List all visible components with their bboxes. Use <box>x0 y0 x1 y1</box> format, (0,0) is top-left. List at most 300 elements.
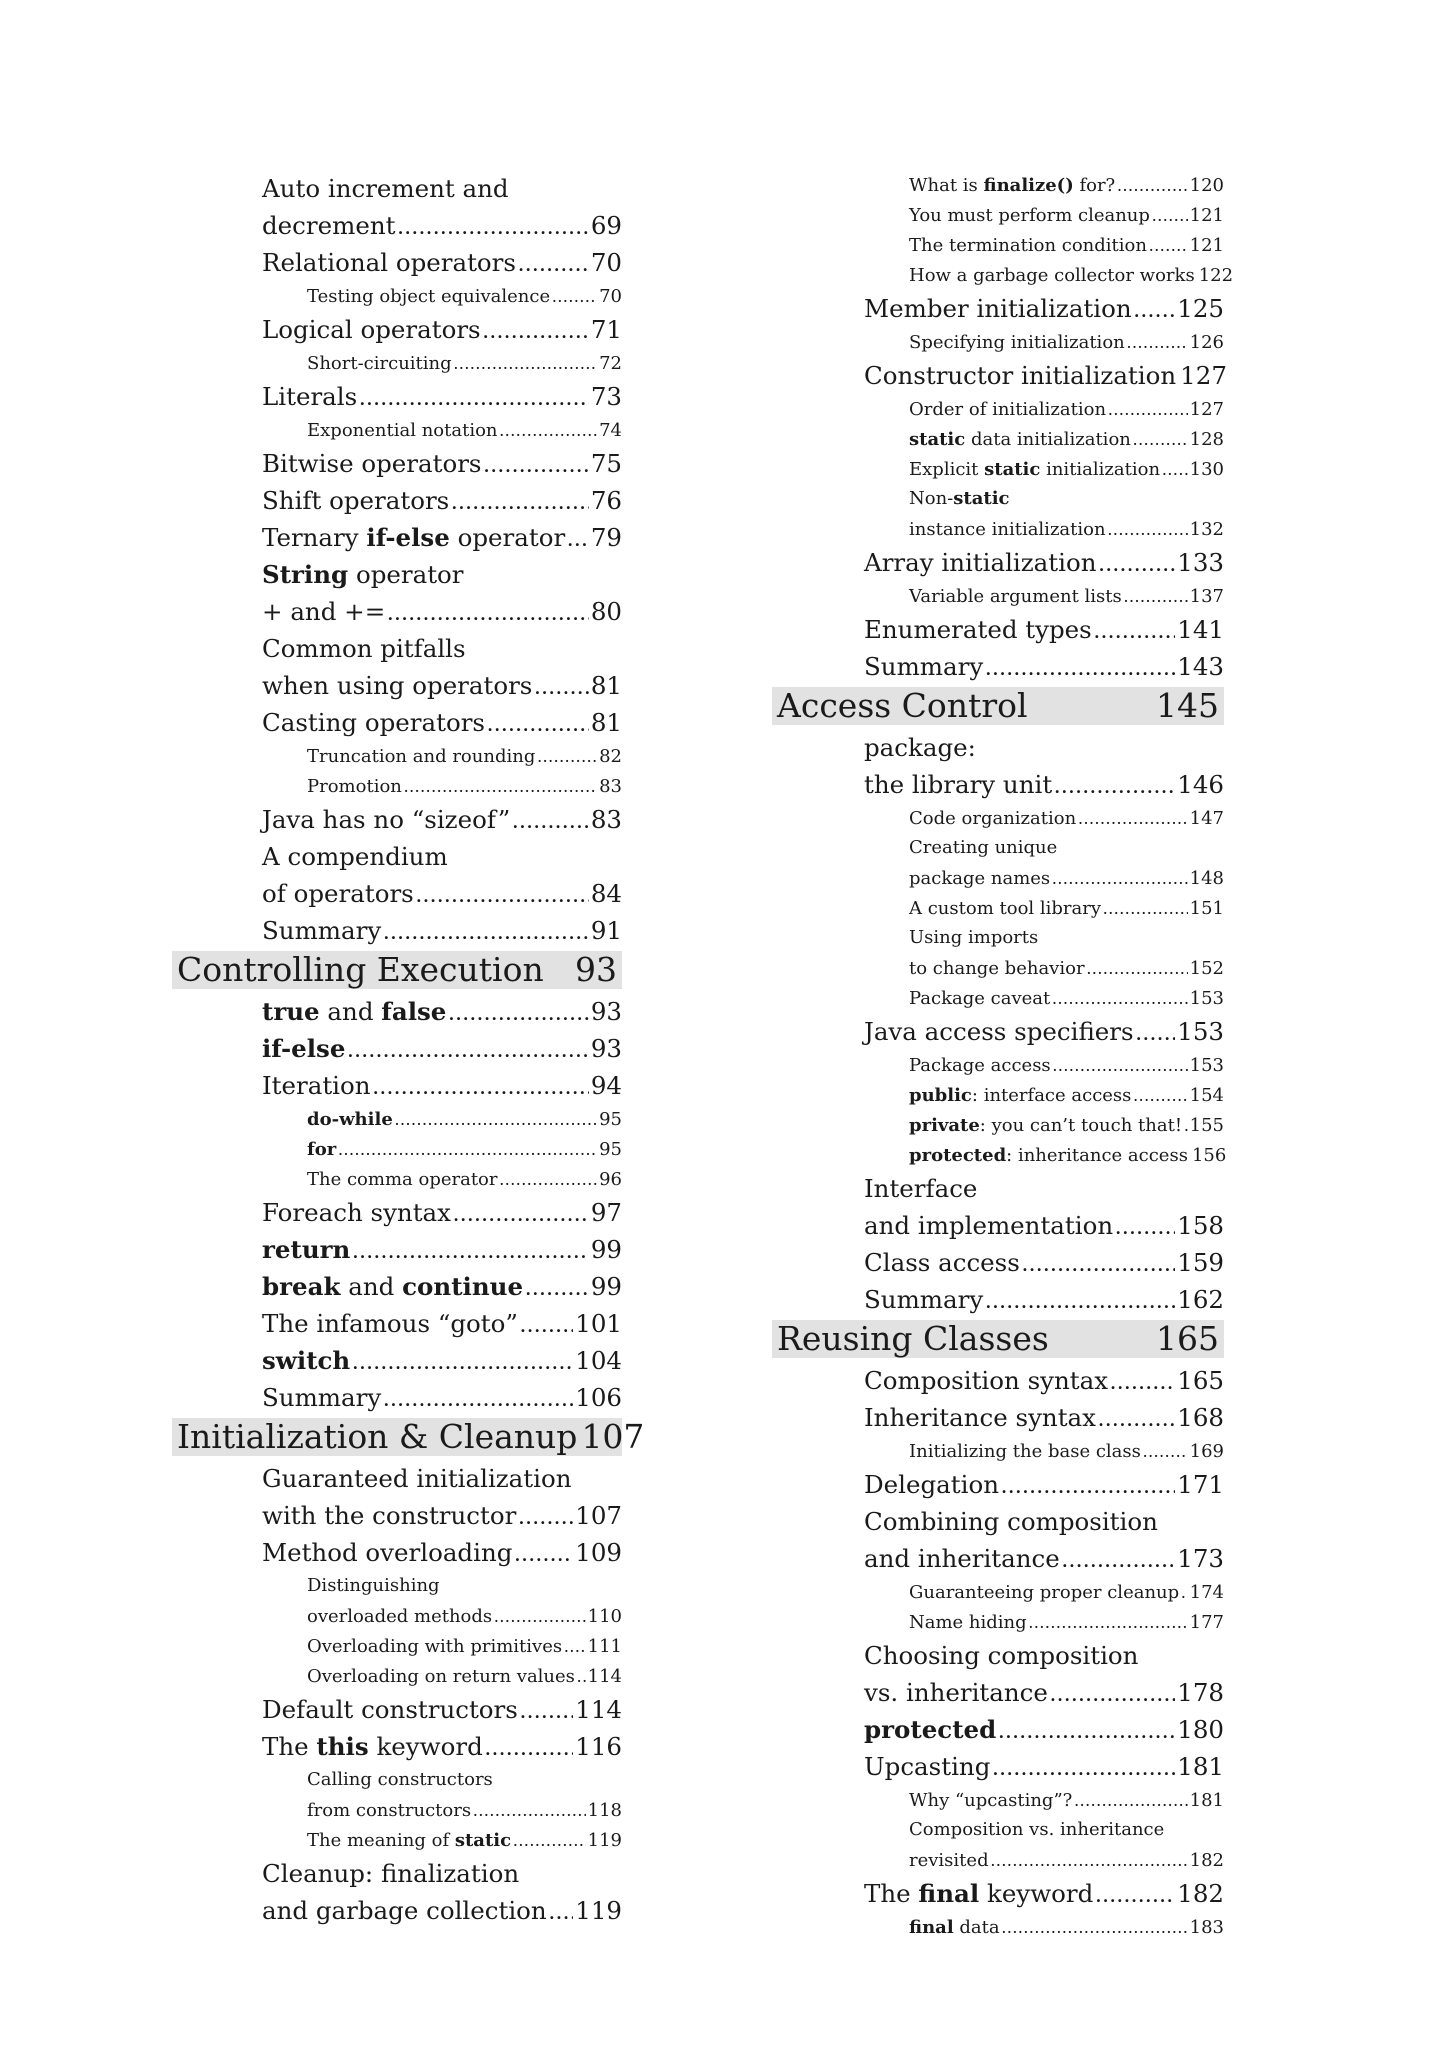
toc-entry[interactable] <box>172 1497 622 1534</box>
dot-leader <box>549 1893 574 1930</box>
toc-page-number: 72 <box>599 353 622 374</box>
toc-page-number: 145 <box>1156 686 1219 725</box>
toc-entry-title: Upcasting <box>864 1752 991 1781</box>
toc-page-number: 137 <box>1189 586 1224 607</box>
dot-leader <box>387 594 589 631</box>
toc-entry[interactable] <box>172 482 622 519</box>
toc-entry-title: Initializing the base class <box>909 1441 1141 1462</box>
toc-page-number: 183 <box>1189 1917 1224 1938</box>
toc-entry[interactable] <box>172 556 622 593</box>
toc-entry[interactable] <box>772 923 1224 953</box>
toc-entry[interactable] <box>172 311 622 348</box>
toc-page-number: 126 <box>1189 332 1224 353</box>
toc-entry-title: Initialization & Cleanup <box>177 1417 578 1456</box>
toc-entry[interactable] <box>172 1194 622 1231</box>
toc-page-number: 95 <box>599 1139 622 1160</box>
toc-entry[interactable] <box>172 1601 622 1631</box>
toc-entry[interactable] <box>772 983 1224 1013</box>
toc-entry[interactable] <box>772 1207 1224 1244</box>
dot-leader <box>1108 394 1188 424</box>
toc-entry[interactable] <box>772 484 1224 514</box>
toc-entry-title: to change behavior <box>909 958 1085 979</box>
dot-leader <box>500 415 598 445</box>
toc-entry-title: Package caveat <box>909 988 1051 1009</box>
dot-leader <box>1074 1785 1187 1815</box>
dot-leader <box>1002 1912 1188 1942</box>
toc-entry[interactable] <box>172 519 622 556</box>
toc-entry-title: Shift operators <box>262 486 450 515</box>
toc-entry[interactable] <box>772 424 1224 454</box>
toc-entry[interactable] <box>772 766 1224 803</box>
toc-page-number: 133 <box>1177 548 1224 577</box>
toc-entry-title: Logical operators <box>262 315 481 344</box>
toc-entry[interactable] <box>172 704 622 741</box>
toc-entry-title: Class access <box>864 1248 1020 1277</box>
toc-entry[interactable] <box>172 667 622 704</box>
toc-entry[interactable] <box>172 1164 622 1194</box>
toc-entry-title: revisited <box>909 1850 989 1871</box>
toc-page-number: 174 <box>1189 1582 1224 1603</box>
toc-page-number: 118 <box>587 1800 622 1821</box>
toc-entry-title: The infamous “goto” <box>262 1309 518 1338</box>
dot-leader <box>1022 1245 1175 1282</box>
toc-page-number: 154 <box>1189 1085 1224 1106</box>
toc-page-number: 165 <box>1156 1319 1219 1358</box>
toc-page-number: 114 <box>575 1695 622 1724</box>
toc-entry-title: Relational operators <box>262 248 516 277</box>
toc-page-number: 69 <box>590 211 622 240</box>
dot-leader <box>448 994 588 1031</box>
toc-entry-title: switch <box>262 1346 351 1375</box>
toc-page-number: 73 <box>590 382 622 411</box>
toc-entry-title: Choosing composition <box>864 1641 1139 1670</box>
toc-entry-title: Why “upcasting”? <box>909 1790 1073 1811</box>
dot-leader <box>383 1380 573 1417</box>
toc-entry[interactable] <box>172 993 622 1030</box>
toc-entry[interactable] <box>772 833 1224 863</box>
toc-page-number: 181 <box>1189 1790 1224 1811</box>
toc-page-number: 127 <box>1189 399 1224 420</box>
toc-entry[interactable] <box>172 1691 622 1728</box>
toc-entry[interactable] <box>172 1795 622 1825</box>
toc-entry[interactable] <box>172 1067 622 1104</box>
toc-entry-title: Specifying initialization <box>909 332 1125 353</box>
dot-leader <box>1029 1607 1188 1637</box>
toc-entry-title: Combining composition <box>864 1507 1158 1536</box>
toc-entry[interactable] <box>772 1748 1224 1785</box>
toc-entry[interactable] <box>772 581 1224 611</box>
dot-leader <box>416 876 589 913</box>
toc-entry-title: String operator <box>262 560 464 589</box>
toc-page-number: 169 <box>1189 1441 1224 1462</box>
toc-page-number: 121 <box>1189 235 1224 256</box>
toc-entry-title: Bitwise operators <box>262 449 482 478</box>
dot-leader <box>1053 1050 1188 1080</box>
toc-entry[interactable] <box>772 1110 1224 1140</box>
toc-entry-title: A custom tool library <box>909 898 1102 919</box>
toc-entry-title: Explicit static initialization <box>909 459 1161 480</box>
toc-entry-title: Enumerated types <box>864 615 1092 644</box>
toc-entry[interactable] <box>172 348 622 378</box>
toc-page-number: 122 <box>1198 265 1234 286</box>
toc-entry-title: What is finalize() for? <box>909 175 1116 196</box>
toc-page-number: 111 <box>587 1636 622 1657</box>
toc-page-number: 128 <box>1189 429 1224 450</box>
dot-leader <box>1087 953 1188 983</box>
toc-page-number: 180 <box>1177 1715 1224 1744</box>
toc-page-number: 153 <box>1189 988 1224 1009</box>
dot-leader <box>1110 1363 1175 1400</box>
toc-entry[interactable] <box>172 415 622 445</box>
toc-entry[interactable] <box>172 445 622 482</box>
toc-entry-title: A compendium <box>262 842 448 871</box>
dot-leader <box>1050 1675 1175 1712</box>
toc-entry[interactable] <box>772 514 1224 544</box>
dot-leader <box>985 649 1175 686</box>
toc-entry[interactable] <box>772 1170 1224 1207</box>
toc-entry[interactable] <box>772 200 1224 230</box>
toc-entry[interactable] <box>172 1268 622 1305</box>
toc-entry-title: Default constructors <box>262 1695 518 1724</box>
toc-entry-title: Summary <box>864 652 984 681</box>
dot-leader <box>1136 1014 1176 1051</box>
dot-leader <box>500 1164 598 1194</box>
toc-entry[interactable] <box>772 953 1224 983</box>
toc-entry[interactable] <box>172 1765 622 1795</box>
toc-entry-title: of operators <box>262 879 414 908</box>
toc-entry[interactable] <box>772 1674 1224 1711</box>
toc-entry-title: Ternary if-else operator <box>262 523 566 552</box>
toc-page-number: 109 <box>575 1538 622 1567</box>
toc-page-number: 83 <box>590 805 622 834</box>
toc-entry[interactable] <box>772 648 1224 685</box>
toc-entry[interactable] <box>772 611 1224 648</box>
toc-entry[interactable] <box>172 244 622 281</box>
toc-entry-title: and inheritance <box>864 1544 1060 1573</box>
toc-entry[interactable] <box>172 771 622 801</box>
toc-page-number: 71 <box>590 315 622 344</box>
toc-entry-title: Foreach syntax <box>262 1198 451 1227</box>
toc-entry-title: Calling constructors <box>307 1769 493 1790</box>
toc-entry[interactable] <box>772 1362 1224 1399</box>
toc-entry-title: Guaranteed initialization <box>262 1464 572 1493</box>
toc-entry-title: Overloading with primitives <box>307 1636 563 1657</box>
toc-entry[interactable] <box>772 544 1224 581</box>
dot-leader <box>1103 893 1188 923</box>
toc-entry[interactable] <box>172 1631 622 1661</box>
dot-leader <box>537 741 597 771</box>
toc-entry-title: when using operators <box>262 671 533 700</box>
toc-page-number: 127 <box>1180 361 1227 390</box>
toc-entry[interactable] <box>172 593 622 630</box>
toc-entry-title: public: interface access <box>909 1085 1132 1106</box>
toc-entry[interactable] <box>172 1892 622 1929</box>
toc-page-number: 91 <box>590 916 622 945</box>
toc-entry-title: final data <box>909 1917 1000 1938</box>
toc-entry[interactable] <box>172 1379 622 1416</box>
toc-entry[interactable] <box>172 1460 622 1497</box>
toc-entry[interactable] <box>772 1244 1224 1281</box>
toc-entry-title: break and continue <box>262 1272 524 1301</box>
toc-chapter[interactable] <box>772 687 1224 725</box>
toc-page-number: 83 <box>599 776 622 797</box>
dot-leader <box>1133 424 1188 454</box>
dot-leader <box>352 1343 573 1380</box>
toc-entry[interactable] <box>772 1637 1224 1674</box>
toc-entry[interactable] <box>772 170 1224 200</box>
dot-leader <box>1054 767 1175 804</box>
toc-entry-title: Short-circuiting <box>307 353 452 374</box>
toc-page-number: 114 <box>587 1666 622 1687</box>
toc-entry-title: Interface <box>864 1174 978 1203</box>
toc-page-number: 159 <box>1177 1248 1224 1277</box>
toc-page-number: 94 <box>590 1071 622 1100</box>
toc-page-number: 116 <box>575 1732 622 1761</box>
toc-entry-title: Summary <box>262 916 382 945</box>
toc-chapter[interactable] <box>772 1320 1224 1358</box>
toc-entry[interactable] <box>772 394 1224 424</box>
toc-entry[interactable] <box>172 741 622 771</box>
toc-entry[interactable] <box>772 290 1224 327</box>
toc-entry[interactable] <box>772 1845 1224 1875</box>
toc-entry[interactable] <box>172 1825 622 1855</box>
toc-entry[interactable] <box>172 378 622 415</box>
dot-leader <box>483 312 589 349</box>
toc-entry[interactable] <box>772 454 1224 484</box>
toc-entry-title: Iteration <box>262 1071 371 1100</box>
toc-page-number: 104 <box>575 1346 622 1375</box>
dot-leader <box>1184 1110 1188 1140</box>
toc-page-number: 107 <box>575 1501 622 1530</box>
toc-entry[interactable] <box>772 1140 1227 1170</box>
toc-entry-title: Using imports <box>909 927 1039 948</box>
toc-entry[interactable] <box>772 357 1227 394</box>
toc-entry[interactable] <box>772 1815 1224 1845</box>
toc-entry[interactable] <box>772 1875 1224 1912</box>
toc-entry[interactable] <box>172 1661 622 1691</box>
toc-page-number: 168 <box>1177 1403 1224 1432</box>
toc-column-right <box>772 170 1234 1942</box>
toc-entry-title: Access Control <box>777 686 1028 725</box>
dot-leader <box>1124 581 1188 611</box>
toc-entry[interactable] <box>172 912 622 949</box>
toc-page-number: 76 <box>590 486 622 515</box>
toc-page-number: 158 <box>1177 1211 1224 1240</box>
toc-page-number: 93 <box>590 1034 622 1063</box>
dot-leader <box>359 379 589 416</box>
toc-page-number: 99 <box>590 1235 622 1264</box>
dot-leader <box>1152 200 1188 230</box>
toc-page-number: 132 <box>1189 519 1224 540</box>
toc-entry-title: Summary <box>864 1285 984 1314</box>
toc-page-number: 178 <box>1177 1678 1224 1707</box>
dot-leader <box>512 802 589 839</box>
dot-leader <box>404 771 597 801</box>
toc-column-left <box>172 170 645 1929</box>
dot-leader <box>352 1232 588 1269</box>
toc-page-number: 153 <box>1189 1055 1224 1076</box>
toc-page-number: 120 <box>1189 175 1224 196</box>
toc-entry[interactable] <box>172 170 622 207</box>
toc-entry[interactable] <box>772 1050 1224 1080</box>
toc-page-number: 101 <box>575 1309 622 1338</box>
toc-entry[interactable] <box>772 260 1234 290</box>
toc-entry[interactable] <box>772 1503 1224 1540</box>
toc-entry[interactable] <box>772 327 1224 357</box>
toc-entry-title: the library unit <box>864 770 1053 799</box>
toc-page-number: 80 <box>590 597 622 626</box>
toc-entry-title: You must perform cleanup <box>909 205 1150 226</box>
toc-page-number: 181 <box>1177 1752 1224 1781</box>
toc-entry[interactable] <box>172 1104 622 1134</box>
dot-leader <box>338 1134 597 1164</box>
dot-leader <box>534 668 588 705</box>
toc-entry[interactable] <box>172 1305 622 1342</box>
toc-entry-title: Composition syntax <box>864 1366 1109 1395</box>
toc-entry[interactable] <box>172 1134 622 1164</box>
toc-entry[interactable] <box>772 1281 1224 1318</box>
toc-page-number: 70 <box>599 286 622 307</box>
toc-entry-title: Literals <box>262 382 358 411</box>
toc-page-number: 143 <box>1177 652 1224 681</box>
dot-leader <box>1001 1467 1175 1504</box>
dot-leader <box>518 245 589 282</box>
toc-entry[interactable] <box>772 1399 1224 1436</box>
toc-entry-title: Composition vs. inheritance <box>909 1819 1165 1840</box>
dot-leader <box>395 1104 597 1134</box>
dot-leader <box>513 1825 586 1855</box>
toc-page-number: 182 <box>1177 1879 1224 1908</box>
dot-leader <box>1108 514 1188 544</box>
toc-page-number: 141 <box>1177 615 1224 644</box>
toc-entry-title: Guaranteeing proper cleanup <box>909 1582 1180 1603</box>
toc-entry[interactable] <box>172 207 622 244</box>
toc-entry-title: The this keyword <box>262 1732 483 1761</box>
toc-entry-title: Reusing Classes <box>777 1319 1049 1358</box>
dot-leader <box>520 1692 573 1729</box>
toc-entry-title: package: <box>864 733 976 762</box>
toc-page-number: 99 <box>590 1272 622 1301</box>
toc-entry[interactable] <box>172 1342 622 1379</box>
toc-entry-title: The meaning of static <box>307 1830 512 1851</box>
dot-leader <box>1052 983 1187 1013</box>
toc-entry[interactable] <box>772 1785 1224 1815</box>
toc-page-number: 97 <box>590 1198 622 1227</box>
toc-entry-title: Common pitfalls <box>262 634 466 663</box>
toc-entry-title: Distinguishing <box>307 1575 440 1596</box>
toc-entry-title: static data initialization <box>909 429 1131 450</box>
toc-page-number: 95 <box>599 1109 622 1130</box>
toc-page-number: 130 <box>1189 459 1224 480</box>
toc-entry-title: Summary <box>262 1383 382 1412</box>
toc-entry[interactable] <box>772 729 1224 766</box>
toc-entry[interactable] <box>172 1231 622 1268</box>
toc-entry[interactable] <box>772 1013 1224 1050</box>
toc-entry-title: Cleanup: finalization <box>262 1859 520 1888</box>
toc-page-number: 173 <box>1177 1544 1224 1573</box>
toc-page-number: 119 <box>587 1830 622 1851</box>
dot-leader <box>518 1498 573 1535</box>
dot-leader <box>514 1535 573 1572</box>
toc-entry-title: Variable argument lists <box>909 586 1122 607</box>
dot-leader <box>998 1712 1175 1749</box>
toc-entry[interactable] <box>172 1855 622 1892</box>
toc-entry[interactable] <box>772 803 1224 833</box>
toc-page-number: 74 <box>599 420 622 441</box>
toc-entry[interactable] <box>772 1466 1224 1503</box>
dot-leader <box>373 1068 589 1105</box>
dot-leader <box>1095 1876 1175 1913</box>
toc-page-number: 171 <box>1177 1470 1224 1499</box>
toc-entry[interactable] <box>772 230 1224 260</box>
toc-page-number: 93 <box>590 997 622 1026</box>
toc-entry-title: Truncation and rounding <box>307 746 536 767</box>
toc-entry[interactable] <box>172 838 622 875</box>
dot-leader <box>451 483 589 520</box>
toc-page-number: 152 <box>1189 958 1224 979</box>
toc-entry-title: package names <box>909 868 1051 889</box>
toc-entry[interactable] <box>172 1534 622 1571</box>
toc-entry[interactable] <box>772 863 1224 893</box>
toc-page-number: 121 <box>1189 205 1224 226</box>
toc-entry[interactable] <box>172 281 622 311</box>
toc-entry[interactable] <box>772 1436 1224 1466</box>
dot-leader <box>397 208 588 245</box>
toc-entry[interactable] <box>772 1912 1224 1942</box>
toc-entry[interactable] <box>772 1540 1224 1577</box>
toc-entry[interactable] <box>172 630 622 667</box>
toc-entry-title: Method overloading <box>262 1538 513 1567</box>
toc-entry[interactable] <box>772 1577 1224 1607</box>
dot-leader <box>383 913 589 950</box>
toc-page-number: 93 <box>575 950 617 989</box>
toc-entry[interactable] <box>772 1080 1224 1110</box>
toc-entry[interactable] <box>172 875 622 912</box>
toc-entry[interactable] <box>772 1607 1224 1637</box>
toc-entry-title: Delegation <box>864 1470 999 1499</box>
toc-entry[interactable] <box>172 801 622 838</box>
toc-entry-title: Creating unique <box>909 837 1058 858</box>
toc-page-number: 147 <box>1189 808 1224 829</box>
dot-leader <box>564 1631 586 1661</box>
toc-entry-title: instance initialization <box>909 519 1106 540</box>
toc-entry[interactable] <box>172 1030 622 1067</box>
toc-page-number: 82 <box>599 746 622 767</box>
dot-leader <box>1078 803 1187 833</box>
toc-page-number: 110 <box>587 1606 622 1627</box>
dot-leader <box>487 705 589 742</box>
dot-leader <box>1181 1577 1187 1607</box>
toc-page-number: 79 <box>590 523 622 552</box>
toc-chapter[interactable] <box>172 1417 645 1456</box>
toc-entry[interactable] <box>172 1728 622 1765</box>
toc-entry[interactable] <box>172 1571 622 1601</box>
dot-leader <box>453 1195 589 1232</box>
dot-leader <box>454 348 597 378</box>
dot-leader <box>1062 1541 1175 1578</box>
dot-leader <box>525 1269 589 1306</box>
toc-entry-title: Order of initialization <box>909 399 1107 420</box>
toc-entry[interactable] <box>772 1711 1224 1748</box>
toc-entry-title: Auto increment and <box>262 174 509 203</box>
dot-leader <box>1133 1080 1187 1110</box>
toc-entry-title: Java has no “sizeof” <box>262 805 511 834</box>
dot-leader <box>1143 1436 1188 1466</box>
toc-chapter[interactable] <box>172 951 622 989</box>
dot-leader <box>1162 454 1188 484</box>
toc-entry-title: Member initialization <box>864 294 1132 323</box>
toc-entry[interactable] <box>772 893 1224 923</box>
